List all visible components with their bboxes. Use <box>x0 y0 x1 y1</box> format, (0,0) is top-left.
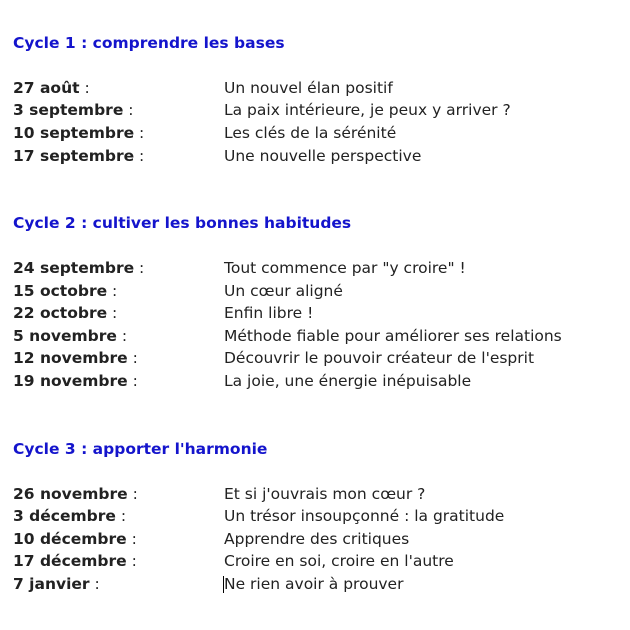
session-date: 17 septembre : <box>13 147 145 165</box>
session-date: 12 novembre : <box>13 349 138 367</box>
session-row <box>13 347 613 369</box>
session-title: Un nouvel élan positif <box>224 79 393 97</box>
session-date: 17 décembre : <box>13 552 137 570</box>
session-title: Et si j'ouvrais mon cœur ? <box>224 485 426 503</box>
session-date: 7 janvier : <box>13 575 100 593</box>
session-title: Découvrir le pouvoir créateur de l'esprit <box>224 349 535 367</box>
session-row <box>13 550 613 572</box>
session-title: Tout commence par "y croire" ! <box>224 259 466 277</box>
session-date: 27 août : <box>13 79 90 97</box>
session-row <box>13 528 613 550</box>
session-row <box>13 325 613 347</box>
session-row <box>13 573 613 595</box>
session-date: 3 septembre : <box>13 101 134 119</box>
session-date: 24 septembre : <box>13 259 145 277</box>
session-title: La paix intérieure, je peux y arriver ? <box>224 101 511 119</box>
session-title: La joie, une énergie inépuisable <box>224 372 472 390</box>
session-date: 3 décembre : <box>13 507 127 525</box>
session-title: Un trésor insoupçonné : la gratitude <box>224 507 505 525</box>
session-date: 15 octobre : <box>13 282 118 300</box>
session-title: Croire en soi, croire en l'autre <box>224 552 454 570</box>
session-title: Un cœur aligné <box>224 282 343 300</box>
session-row <box>13 257 613 279</box>
cycle-heading: Cycle 1 : comprendre les bases <box>13 34 285 52</box>
session-row <box>13 505 613 527</box>
session-title: Méthode fiable pour améliorer ses relations <box>224 327 562 345</box>
session-row <box>13 99 613 121</box>
session-row <box>13 370 613 392</box>
session-title: Une nouvelle perspective <box>224 147 422 165</box>
session-date: 5 novembre : <box>13 327 128 345</box>
session-row <box>13 77 613 99</box>
session-row <box>13 280 613 302</box>
session-date: 22 octobre : <box>13 304 118 322</box>
session-date: 26 novembre : <box>13 485 138 503</box>
session-row <box>13 302 613 324</box>
session-row <box>13 145 613 167</box>
session-title: Apprendre des critiques <box>224 530 410 548</box>
session-title: Enfin libre ! <box>224 304 314 322</box>
session-row <box>13 122 613 144</box>
session-title: Les clés de la sérénité <box>224 124 397 142</box>
cycle-heading: Cycle 3 : apporter l'harmonie <box>13 440 268 458</box>
session-date: 10 décembre : <box>13 530 137 548</box>
cycle-heading: Cycle 2 : cultiver les bonnes habitudes <box>13 214 352 232</box>
session-date: 19 novembre : <box>13 372 138 390</box>
session-title[interactable]: Ne rien avoir à prouver <box>224 575 404 593</box>
session-row <box>13 483 613 505</box>
session-date: 10 septembre : <box>13 124 145 142</box>
